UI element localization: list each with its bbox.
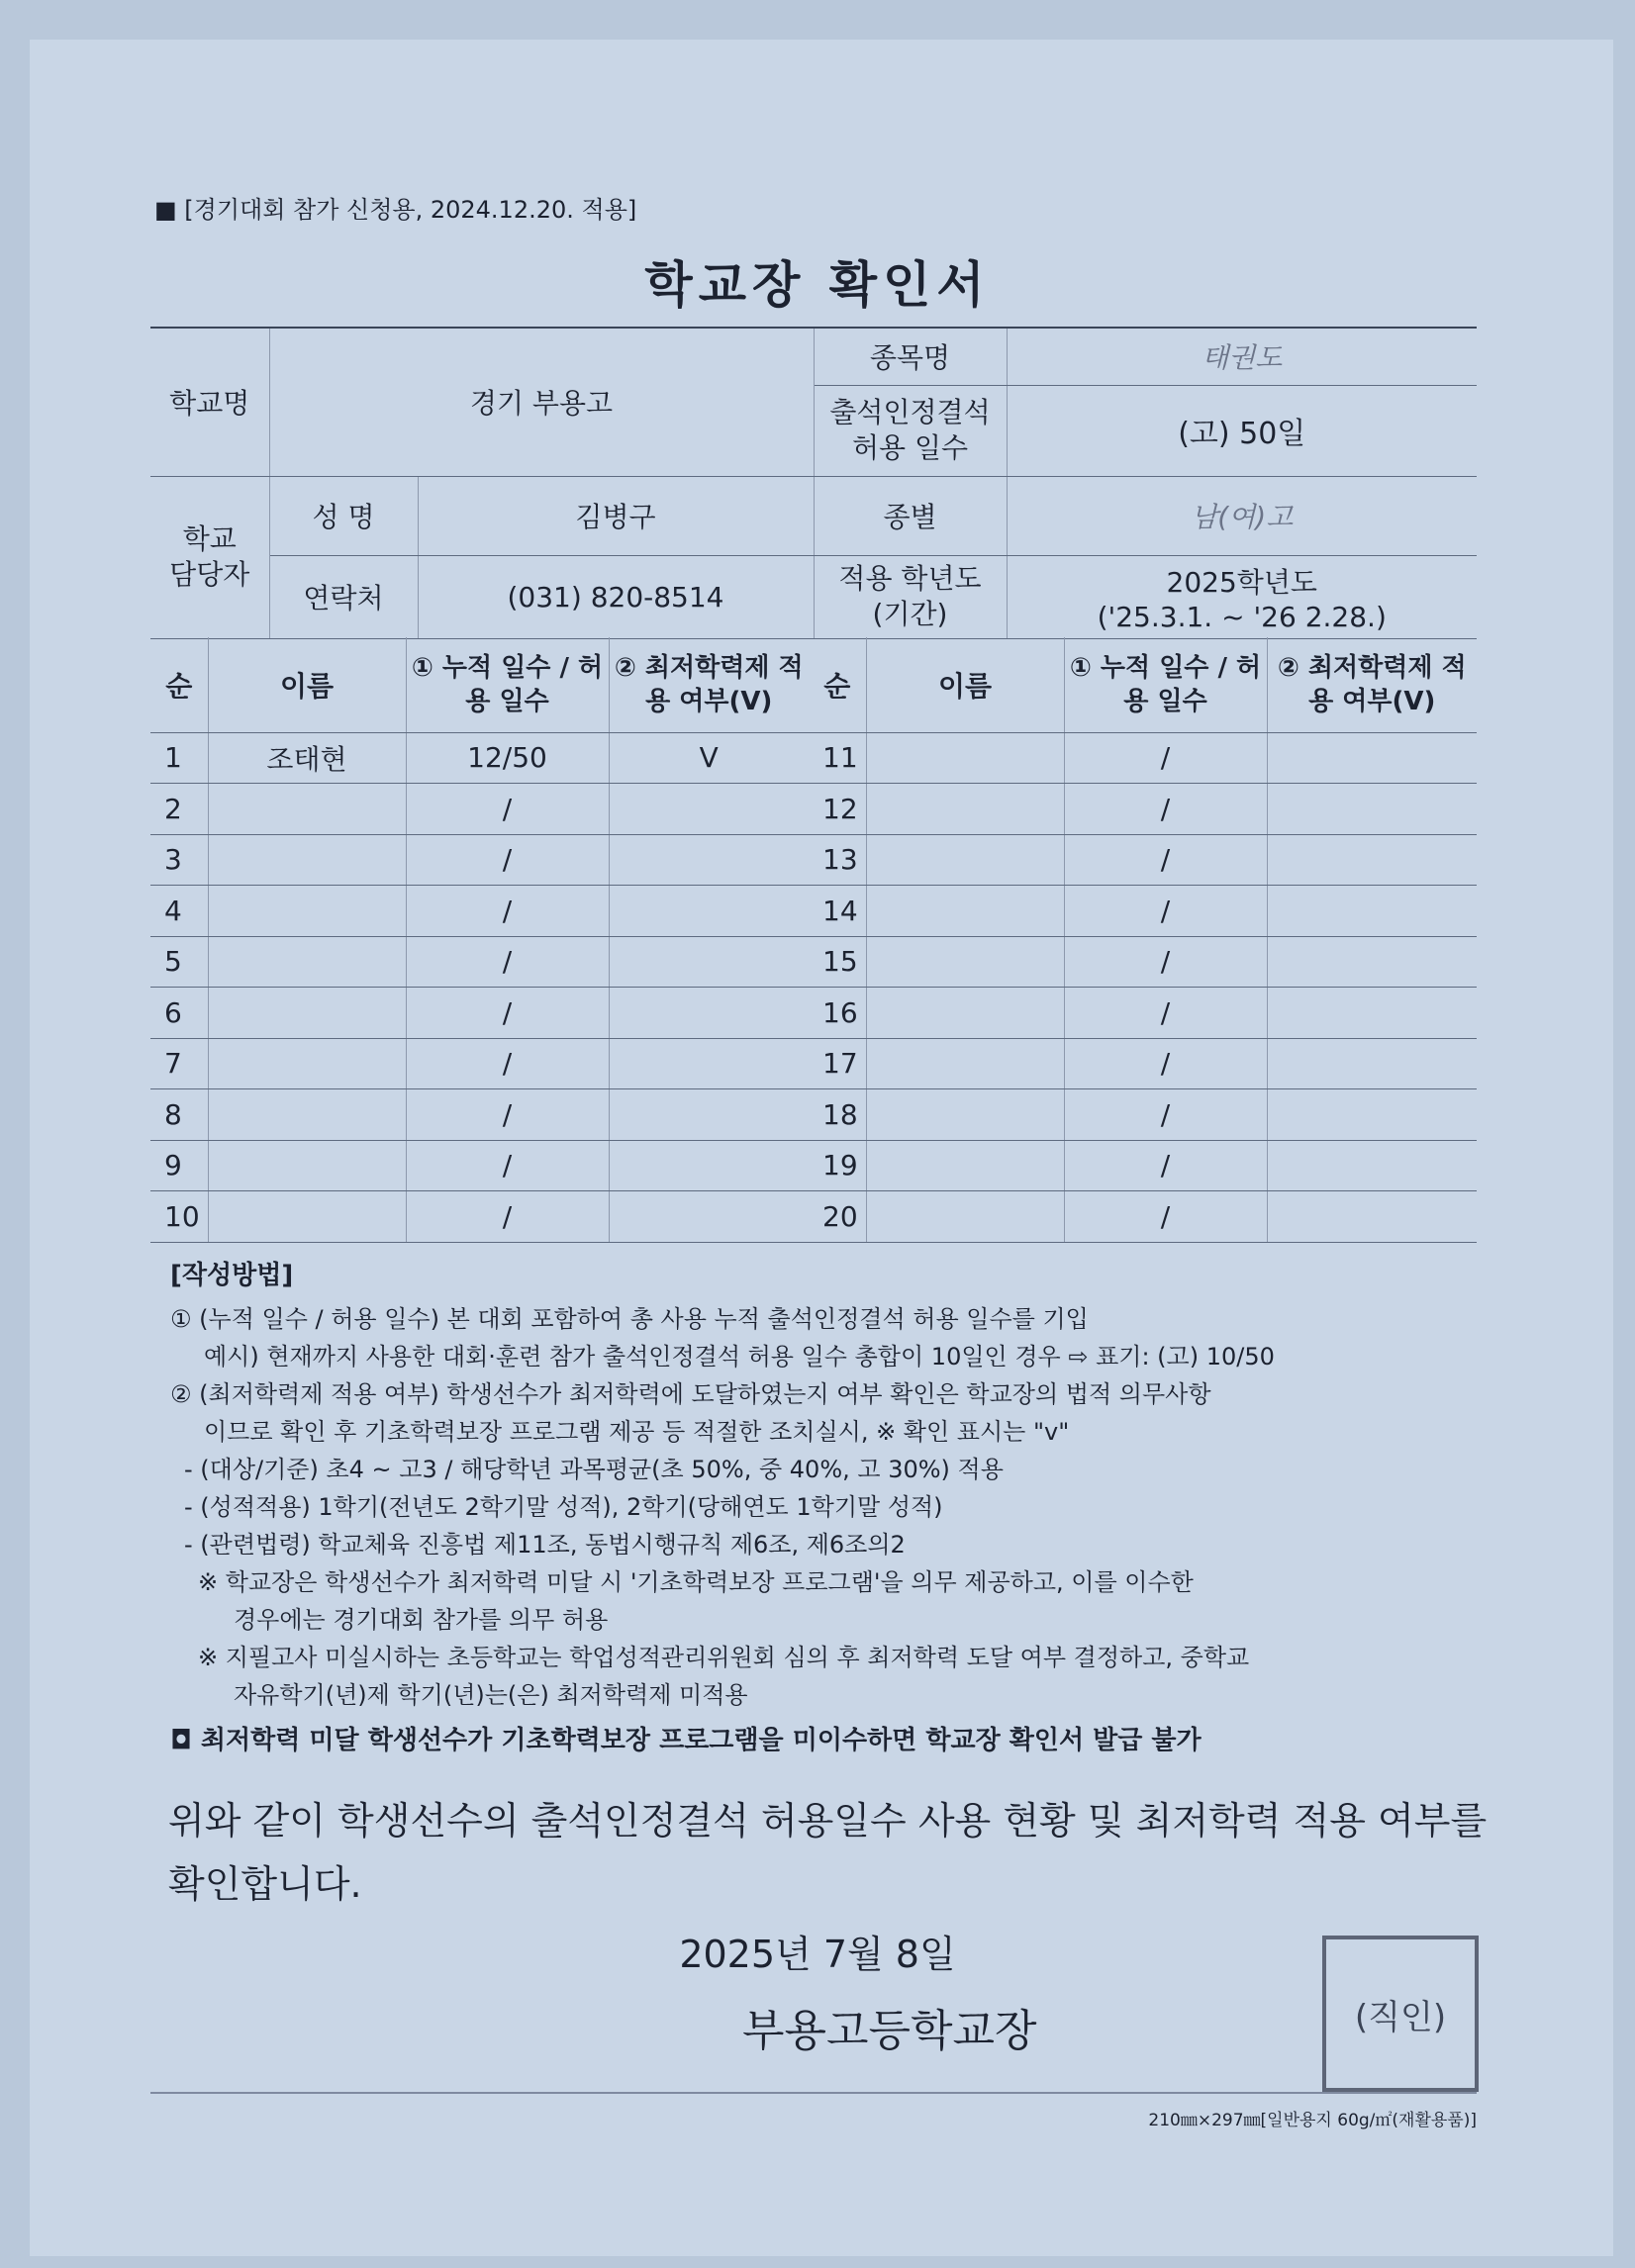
cell-check bbox=[1267, 936, 1477, 988]
issue-date: 2025년 7월 8일 bbox=[679, 1933, 956, 1976]
seal-text: (직인) bbox=[1354, 1997, 1447, 2037]
col-header-no: 순 bbox=[809, 637, 866, 732]
divider bbox=[150, 2092, 1477, 2094]
name-value: 김병구 bbox=[418, 476, 814, 555]
table-row bbox=[809, 936, 1477, 988]
cell-name bbox=[866, 936, 1064, 988]
cell-no: 2 bbox=[150, 784, 208, 835]
cell-check bbox=[609, 784, 809, 835]
year-cell bbox=[1007, 555, 1477, 638]
name-label: 성 명 bbox=[269, 476, 418, 555]
cell-name bbox=[208, 784, 406, 835]
cell-no: 20 bbox=[809, 1191, 866, 1243]
col-header-name: 이름 bbox=[208, 637, 406, 732]
cell-check bbox=[609, 1089, 809, 1141]
official-seal bbox=[1322, 1936, 1479, 2092]
cell-check bbox=[1267, 1038, 1477, 1089]
col-header-check: ② 최저학력제 적용 여부(V) bbox=[1267, 637, 1477, 732]
table-row bbox=[809, 886, 1477, 937]
cell-name bbox=[866, 886, 1064, 937]
cell-no: 4 bbox=[150, 886, 208, 937]
cell-days: / bbox=[406, 1191, 609, 1243]
table-row bbox=[809, 988, 1477, 1039]
cell-check bbox=[1267, 1191, 1477, 1243]
cell-days: / bbox=[1064, 1089, 1267, 1141]
cell-no: 11 bbox=[809, 732, 866, 784]
cell-days: / bbox=[406, 936, 609, 988]
method-line: - (대상/기준) 초4 ~ 고3 / 해당학년 과목평균(초 50%, 중 40%, 고 30%) 적용 bbox=[184, 1456, 1004, 1483]
contact-value: (031) 820-8514 bbox=[418, 555, 814, 638]
cell-check bbox=[1267, 732, 1477, 784]
cell-check bbox=[609, 834, 809, 886]
cell-days: 12/50 bbox=[406, 732, 609, 784]
cell-days: / bbox=[1064, 988, 1267, 1039]
method-line: ① (누적 일수 / 허용 일수) 본 대회 포함하여 총 사용 누적 출석인정결석 허용 일수를 기입 bbox=[170, 1305, 1089, 1333]
sport-value: 태권도 bbox=[1007, 328, 1477, 385]
cell-days: / bbox=[406, 784, 609, 835]
gender-label: 종별 bbox=[814, 476, 1007, 555]
table-row bbox=[150, 1191, 809, 1243]
cell-check bbox=[1267, 1089, 1477, 1141]
method-notice: ◘ 최저학력 미달 학생선수가 기초학력보장 프로그램을 미이수하면 학교장 확인서 발급 불가 bbox=[170, 1726, 1202, 1755]
principal-name: 부용고등학교장 bbox=[742, 2006, 1037, 2056]
cell-no: 19 bbox=[809, 1140, 866, 1191]
col-header-check: ② 최저학력제 적용 여부(V) bbox=[609, 637, 809, 732]
contact-label: 연락처 bbox=[269, 555, 418, 638]
document-title: 학교장 확인서 bbox=[644, 256, 991, 314]
cell-name bbox=[208, 1191, 406, 1243]
cell-no: 15 bbox=[809, 936, 866, 988]
cell-days: / bbox=[1064, 1140, 1267, 1191]
cell-name bbox=[208, 988, 406, 1039]
method-line: ② (최저학력제 적용 여부) 학생선수가 최저학력에 도달하였는지 여부 확인은 학교장의 법적 의무사항 bbox=[170, 1380, 1211, 1408]
paper-spec: 210㎜×297㎜[일반용지 60g/㎡(재활용품)] bbox=[1148, 2111, 1477, 2130]
cell-check bbox=[1267, 886, 1477, 937]
col-header-name: 이름 bbox=[866, 637, 1064, 732]
year-period: ('25.3.1. ~ '26 2.28.) bbox=[1097, 600, 1387, 633]
table-row bbox=[150, 1089, 809, 1141]
cell-check bbox=[609, 1038, 809, 1089]
method-line: - (관련법령) 학교체육 진흥법 제11조, 동법시행규칙 제6조, 제6조의2 bbox=[184, 1531, 906, 1559]
method-heading: [작성방법] bbox=[170, 1261, 294, 1290]
cell-no: 6 bbox=[150, 988, 208, 1039]
cell-days: / bbox=[1064, 1038, 1267, 1089]
cell-days: / bbox=[406, 886, 609, 937]
cell-no: 17 bbox=[809, 1038, 866, 1089]
cell-name bbox=[208, 886, 406, 937]
cell-name bbox=[866, 834, 1064, 886]
table-row bbox=[150, 1140, 809, 1191]
cell-days: / bbox=[1064, 1191, 1267, 1243]
cell-check: V bbox=[609, 732, 809, 784]
col-header-days: ① 누적 일수 / 허용 일수 bbox=[406, 637, 609, 732]
table-row bbox=[809, 732, 1477, 784]
sport-label: 종목명 bbox=[814, 328, 1007, 385]
cell-no: 13 bbox=[809, 834, 866, 886]
method-line: 예시) 현재까지 사용한 대회·훈련 참가 출석인정결석 허용 일수 총합이 10일인 경우 ⇨ 표기: (고) 10/50 bbox=[204, 1343, 1275, 1370]
cell-no: 8 bbox=[150, 1089, 208, 1141]
manager-label: 학교 담당자 bbox=[150, 476, 269, 638]
cell-days: / bbox=[406, 834, 609, 886]
student-table-right bbox=[809, 637, 1477, 1243]
gender-value: 남(여)고 bbox=[1007, 476, 1477, 555]
writing-method bbox=[170, 1257, 1477, 1759]
method-line: 경우에는 경기대회 참가를 의무 허용 bbox=[234, 1606, 609, 1634]
table-row bbox=[150, 732, 809, 784]
cell-name bbox=[866, 784, 1064, 835]
cell-check bbox=[609, 1191, 809, 1243]
cell-check bbox=[609, 988, 809, 1039]
cell-days: / bbox=[1064, 936, 1267, 988]
cell-check bbox=[609, 886, 809, 937]
cell-no: 18 bbox=[809, 1089, 866, 1141]
cell-name bbox=[208, 1038, 406, 1089]
cell-name bbox=[208, 936, 406, 988]
school-label: 학교명 bbox=[150, 328, 269, 476]
student-table-left bbox=[150, 637, 809, 1243]
cell-check bbox=[609, 936, 809, 988]
cell-name bbox=[866, 1191, 1064, 1243]
cell-days: / bbox=[406, 1089, 609, 1141]
table-row bbox=[150, 1038, 809, 1089]
cell-check bbox=[1267, 834, 1477, 886]
allowed-days-label: 출석인정결석 허용 일수 bbox=[814, 385, 1007, 476]
cell-no: 14 bbox=[809, 886, 866, 937]
cell-days: / bbox=[406, 988, 609, 1039]
table-row bbox=[150, 784, 809, 835]
year-value: 2025학년도 bbox=[1166, 565, 1317, 599]
cell-no: 9 bbox=[150, 1140, 208, 1191]
cell-check bbox=[1267, 1140, 1477, 1191]
cell-name bbox=[866, 732, 1064, 784]
cell-name bbox=[208, 834, 406, 886]
method-line: ※ 학교장은 학생선수가 최저학력 미달 시 '기초학력보장 프로그램'을 의무 제공하고, 이를 이수한 bbox=[198, 1568, 1194, 1596]
form-tag: ■ [경기대회 참가 신청용, 2024.12.20. 적용] bbox=[154, 196, 637, 224]
cell-days: / bbox=[1064, 834, 1267, 886]
cell-name bbox=[208, 1089, 406, 1141]
table-row bbox=[809, 784, 1477, 835]
cell-name bbox=[866, 1038, 1064, 1089]
method-line: ※ 지필고사 미실시하는 초등학교는 학업성적관리위원회 심의 후 최저학력 도달 여부 결정하고, 중학교 bbox=[198, 1644, 1250, 1671]
table-row bbox=[150, 834, 809, 886]
table-row bbox=[150, 886, 809, 937]
cell-no: 10 bbox=[150, 1191, 208, 1243]
cell-days: / bbox=[1064, 732, 1267, 784]
col-header-no: 순 bbox=[150, 637, 208, 732]
method-line: - (성적적용) 1학기(전년도 2학기말 성적), 2학기(당해연도 1학기말 성적) bbox=[184, 1493, 943, 1521]
table-row bbox=[809, 1140, 1477, 1191]
allowed-days-value: (고) 50일 bbox=[1007, 385, 1477, 476]
cell-days: / bbox=[1064, 784, 1267, 835]
cell-name bbox=[208, 1140, 406, 1191]
table-row bbox=[809, 834, 1477, 886]
cell-check bbox=[609, 1140, 809, 1191]
cell-days: / bbox=[406, 1140, 609, 1191]
cell-check bbox=[1267, 988, 1477, 1039]
confirmation-text: 위와 같이 학생선수의 출석인정결석 허용일수 사용 현황 및 최저학력 적용 여부를 확인합니다. bbox=[168, 1799, 1488, 1906]
table-row bbox=[809, 1089, 1477, 1141]
cell-days: / bbox=[406, 1038, 609, 1089]
cell-no: 16 bbox=[809, 988, 866, 1039]
table-row bbox=[809, 1038, 1477, 1089]
cell-no: 7 bbox=[150, 1038, 208, 1089]
cell-check bbox=[1267, 784, 1477, 835]
cell-name bbox=[866, 1089, 1064, 1141]
year-label: 적용 학년도 (기간) bbox=[814, 555, 1007, 638]
info-table bbox=[150, 327, 1477, 639]
cell-no: 12 bbox=[809, 784, 866, 835]
cell-no: 5 bbox=[150, 936, 208, 988]
method-line: 자유학기(년)제 학기(년)는(은) 최저학력제 미적용 bbox=[234, 1681, 748, 1709]
method-line: 이므로 확인 후 기초학력보장 프로그램 제공 등 적절한 조치실시, ※ 확인 표시는 "v" bbox=[204, 1418, 1070, 1446]
col-header-days: ① 누적 일수 / 허용 일수 bbox=[1064, 637, 1267, 732]
cell-no: 1 bbox=[150, 732, 208, 784]
cell-name bbox=[866, 1140, 1064, 1191]
table-row bbox=[150, 988, 809, 1039]
school-value: 경기 부용고 bbox=[269, 328, 814, 476]
table-row bbox=[809, 1191, 1477, 1243]
cell-no: 3 bbox=[150, 834, 208, 886]
table-row bbox=[150, 936, 809, 988]
cell-name bbox=[866, 988, 1064, 1039]
cell-name: 조태현 bbox=[208, 732, 406, 784]
cell-days: / bbox=[1064, 886, 1267, 937]
